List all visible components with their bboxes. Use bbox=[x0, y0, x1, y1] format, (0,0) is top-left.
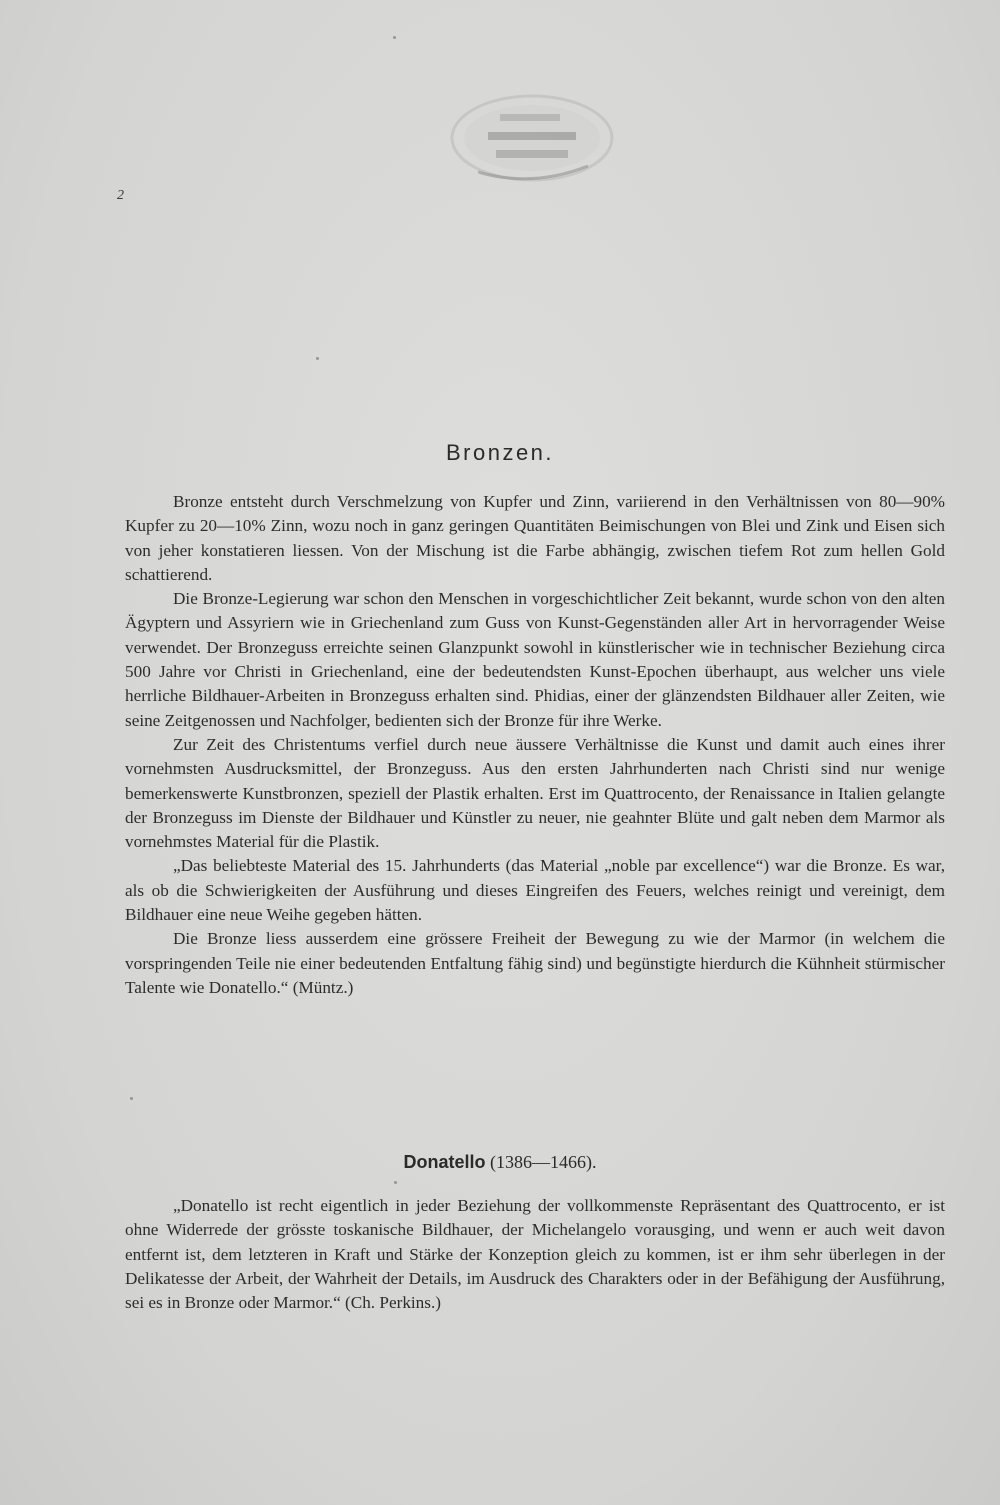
paper-speck bbox=[130, 1097, 133, 1100]
donatello-dates: (1386—1466). bbox=[490, 1152, 597, 1172]
paragraph: Die Bronze-Legierung war schon den Menschen in vorgeschichtlicher Zeit bekannt, wurde schon von den alten Ägyptern und Assyriern wie in Griechenland zum Guss von Kunst-Gegenständen aller Art in hervorragender Weise verwendet. Der Bronzeguss erreichte seinen Glanzpunkt sowohl in künstlerischer wie in technischer Beziehung circa 500 Jahre vor Christi in Griechenland, eine der bedeutendsten Kunst-Epochen überhaupt, aus welcher uns viele herrliche Bildhauer-Arbeiten in Bronzeguss erhalten sind. Phidias, einer der glänzendsten Bildhauer aller Zeiten, wie seine Zeitgenossen und Nachfolger, bedienten sich der Bronze für ihre Werke. bbox=[125, 589, 945, 730]
paper-speck bbox=[393, 36, 396, 39]
paragraph: Die Bronze liess ausserdem eine grössere Freiheit der Bewegung zu wie der Marmor (in welchem die vorspringenden Teile nie einer bedeutenden Entfaltung fähig sind) und begünstigte hierdurch die Kühnheit stürmischer Talente wie Donatello.“ (Müntz.) bbox=[125, 929, 945, 997]
section-title-donatello bbox=[0, 1152, 1000, 1173]
paragraph: Zur Zeit des Christentums verfiel durch neue äussere Verhältnisse die Kunst und damit auch eines ihrer vornehmsten Ausdrucksmittel, der Bronzeguss. Aus den ersten Jahrhunderten nach Christi sind nur wenige bemerkenswerte Kunstbronzen, speziell der Plastik erhalten. Erst im Quattrocento, der Renaissance in Italien gelangte der Bronzeguss im Dienste der Bildhauer und Künstler zu neuer, nie geahnter Blüte und galt neben dem Marmor als vornehmstes Material für die Plastik. bbox=[125, 734, 945, 852]
paper-speck bbox=[394, 1181, 397, 1184]
paragraph: Bronze entsteht durch Verschmelzung von Kupfer und Zinn, variierend in den Verhältnissen von 80—90% Kupfer zu 20—10% Zinn, wozu noch in ganz geringen Quantitäten Beimischungen von Blei und Zink und Eisen sich von jeher konstatieren liessen. Von der Mischung ist die Farbe abhängig, zwischen tiefem Rot zum hellen Gold schattierend. bbox=[125, 492, 945, 584]
section-body-bronzen bbox=[125, 490, 945, 1000]
paragraph: „Das beliebteste Material des 15. Jahrhunderts (das Material „noble par excellence“) war die Bronze. Es war, als ob die Schwierigkeiten der Ausführung und dieses Eingreifen des Feuers, welches reinigt und vereinigt, dem Bildhauer eine neue Weihe gegeben hätten. bbox=[125, 856, 945, 925]
paragraph: „Donatello ist recht eigentlich in jeder Beziehung der vollkommenste Repräsentant des Quattrocento, er ist ohne Widerrede der grösste toskanische Bildhauer, der Michelangelo vorausging, und wenn er auch weit davon entfernt ist, dem letzteren in Kraft und Stärke der Konzeption gleich zu kommen, ist er ihm sehr überlegen in der Delikatesse der Arbeit, der Wahrheit der Details, im Ausdruck des Charakters oder in der Befähigung der Ausführung, sei es in Bronze oder Marmor.“ (Ch. Perkins.) bbox=[125, 1196, 945, 1313]
paper-speck bbox=[316, 357, 319, 360]
section-title-bronzen: Bronzen. bbox=[445, 440, 555, 465]
library-stamp bbox=[448, 92, 616, 184]
page-number: 2 bbox=[117, 188, 124, 203]
donatello-name: Donatello bbox=[403, 1152, 486, 1172]
section-body-donatello bbox=[125, 1194, 945, 1315]
